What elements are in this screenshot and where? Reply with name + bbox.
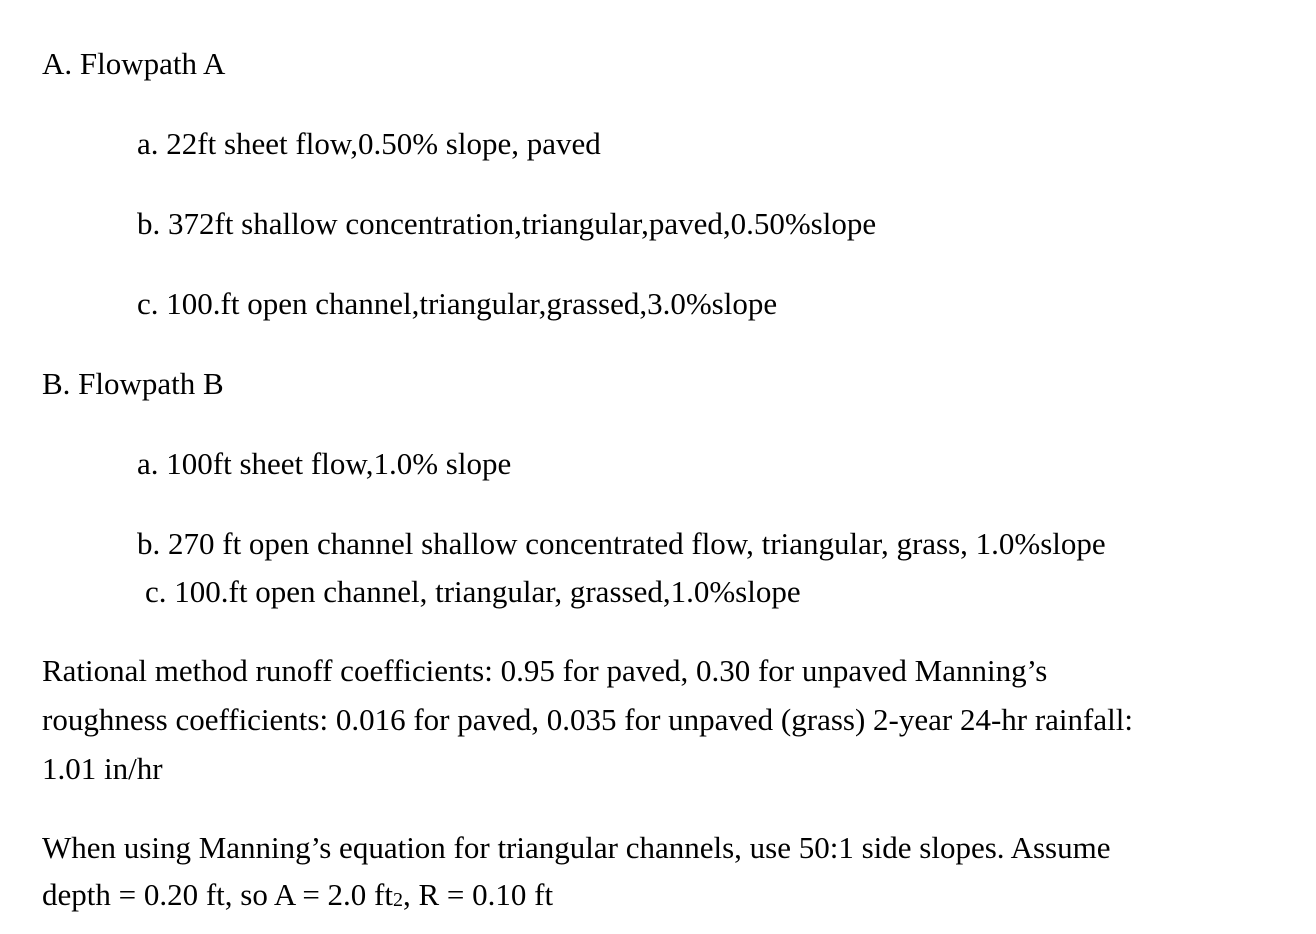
- flowpath-b-item-c: c. 100.ft open channel, triangular, grassed,1.0%slope: [145, 574, 801, 609]
- flowpath-a-item-c: c. 100.ft open channel,triangular,grassed,3.0%slope: [137, 286, 778, 321]
- manning-line-2: [42, 879, 553, 910]
- flowpath-a-item-b: b. 372ft shallow concentration,triangular,paved,0.50%slope: [137, 206, 877, 241]
- manning-line-2-tail: , R = 0.10 ft: [403, 877, 554, 912]
- coefficients-line-3: 1.01 in/hr: [42, 751, 163, 786]
- flowpath-a-item-a: a. 22ft sheet flow,0.50% slope, paved: [137, 126, 601, 161]
- coefficients-line-2: roughness coefficients: 0.016 for paved, 0.035 for unpaved (grass) 2-year 24-hr rainfall:: [42, 702, 1133, 737]
- coefficients-line-1: Rational method runoff coefficients: 0.95 for paved, 0.30 for unpaved Manning’s: [42, 653, 1048, 688]
- section-heading-flowpath-b: B. Flowpath B: [42, 366, 224, 401]
- area-unit-exponent: 2: [393, 889, 403, 911]
- flowpath-b-item-a: a. 100ft sheet flow,1.0% slope: [137, 446, 512, 481]
- manning-line-2-text: depth = 0.20 ft, so A = 2.0 ft: [42, 877, 393, 912]
- manning-line-1: When using Manning’s equation for triangular channels, use 50:1 side slopes. Assume: [42, 830, 1111, 865]
- section-heading-flowpath-a: A. Flowpath A: [42, 46, 226, 81]
- flowpath-b-item-b: b. 270 ft open channel shallow concentrated flow, triangular, grass, 1.0%slope: [137, 526, 1106, 561]
